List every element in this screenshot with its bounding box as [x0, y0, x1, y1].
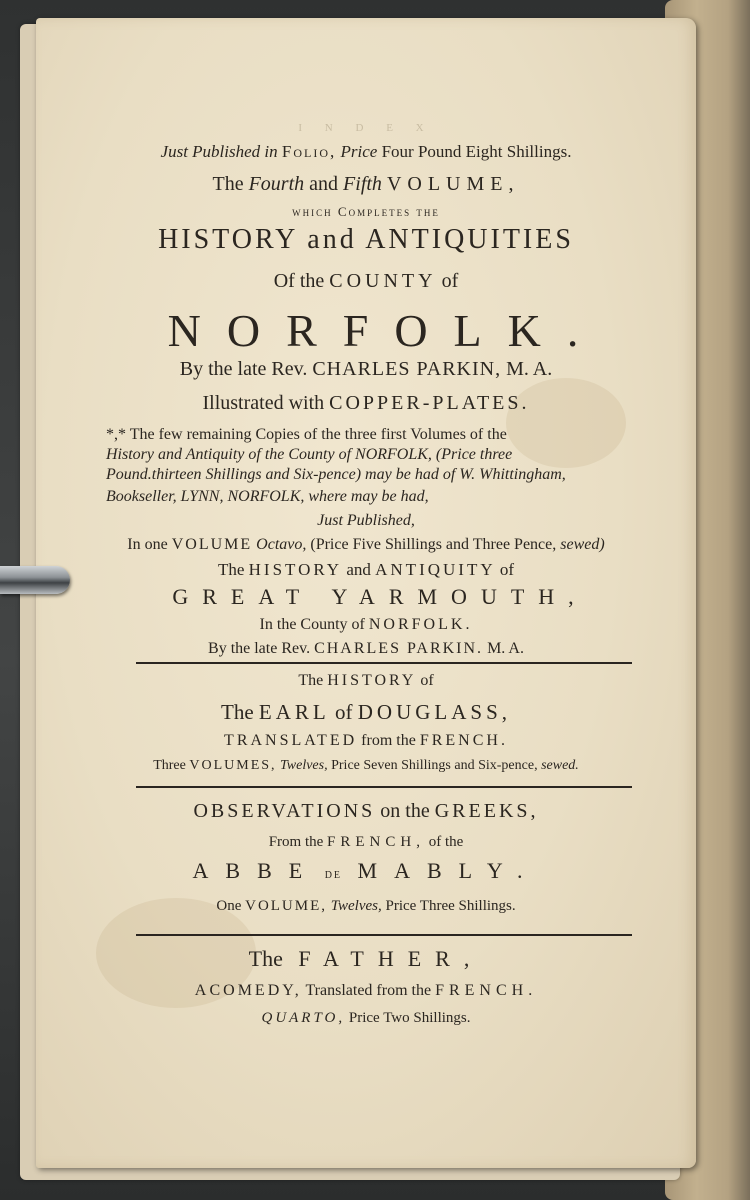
- text-span: FRENCH.: [419, 732, 508, 749]
- ad1-line-illustrated: [36, 392, 696, 415]
- text-span: CHARLES PARKIN,: [312, 358, 502, 380]
- text-span: M. A.: [506, 358, 553, 380]
- text-span: de: [324, 867, 343, 882]
- text-span: A: [194, 982, 206, 999]
- text-span: Price Two Shillings.: [348, 1010, 471, 1026]
- text-span: of: [499, 560, 515, 579]
- text-span: DOUGLASS,: [357, 700, 511, 724]
- text-span: In one: [127, 536, 168, 553]
- ad2-line-volumes: [36, 758, 696, 774]
- text-span: COMEDY,: [209, 982, 302, 999]
- text-span: Illustrated with: [202, 392, 325, 414]
- ad1-note-line: *,* The few remaining Copies of the three first Volumes of the: [106, 426, 507, 443]
- text-span: ABBE: [192, 858, 320, 883]
- ad1-line-county-norfolk: [36, 616, 696, 634]
- text-span: COPPER-PLATES.: [329, 392, 530, 414]
- text-span: VOLUMES,: [189, 758, 277, 773]
- ad1-line-octavo: [36, 536, 696, 554]
- text-span: Price Three Shillings.: [385, 898, 516, 914]
- text-span: HISTORY: [248, 560, 343, 579]
- section-divider: [136, 786, 632, 788]
- text-span: The: [221, 700, 254, 724]
- text-span: FRENCH.: [435, 982, 538, 999]
- ad1-heading-norfolk: NORFOLK.: [167, 305, 605, 356]
- text-span: ANTIQUITY: [375, 560, 496, 579]
- text-span: Translated from the: [305, 982, 432, 999]
- ad3-heading-mably: [36, 858, 696, 884]
- text-span: M. A.: [487, 640, 524, 657]
- text-span: The: [298, 672, 324, 689]
- text-span: Just Published in: [160, 142, 278, 161]
- ad2-line-translated: [36, 732, 696, 750]
- ad1-note-line: Bookseller, LYNN, NORFOLK, where may be had,: [106, 488, 429, 505]
- ad2-line-history: [36, 672, 696, 690]
- text-span: Folio,: [281, 142, 337, 161]
- section-divider: [136, 934, 632, 936]
- text-span: OBSERVATIONS: [193, 800, 376, 822]
- text-span: The: [217, 560, 245, 579]
- ad1-line-volume: [36, 173, 696, 196]
- text-span: In the County of: [259, 616, 365, 633]
- text-span: VOLUME,: [245, 898, 328, 914]
- ad1-line-by-parkin: [36, 640, 696, 658]
- text-span: of: [441, 270, 459, 292]
- text-span: Fifth: [343, 173, 382, 195]
- ad1-line-published: [36, 142, 696, 162]
- book-page: [36, 18, 696, 1168]
- text-span: on the: [380, 800, 430, 822]
- text-span: GREEKS,: [434, 800, 539, 822]
- show-through-text: I N D E X: [298, 122, 434, 134]
- ad3-line-volume: [36, 898, 696, 915]
- ad1-just-published: Just Published,: [317, 512, 415, 529]
- text-span: FRENCH,: [327, 834, 425, 850]
- text-span: from the: [361, 732, 416, 749]
- bookmark-clip: [0, 566, 70, 594]
- ad4-line-comedy: [36, 982, 696, 1000]
- text-span: (Price Five Shillings and Three Pence,: [310, 536, 557, 553]
- text-span: NORFOLK.: [368, 616, 473, 633]
- text-span: Twelves,: [280, 758, 328, 773]
- text-span: One: [216, 898, 242, 914]
- text-span: Four Pound Eight Shillings.: [381, 142, 572, 161]
- text-span: The: [212, 173, 244, 195]
- text-span: By the late Rev.: [208, 640, 311, 657]
- text-span: MABLY.: [357, 858, 540, 883]
- text-span: QUARTO,: [261, 1010, 346, 1026]
- text-span: sewed): [560, 536, 605, 553]
- text-span: and: [346, 560, 371, 579]
- text-span: sewed.: [541, 758, 579, 773]
- ad1-line-completes: which Completes the: [292, 204, 440, 219]
- text-span: HISTORY: [327, 672, 417, 689]
- ad2-heading-douglass: [36, 700, 696, 725]
- section-divider: [136, 662, 632, 664]
- text-span: Price: [340, 142, 378, 161]
- ad4-heading-father: [36, 946, 696, 972]
- ad1-note-line: History and Antiquity of the County of NORFOLK, (Price three: [106, 446, 513, 463]
- text-span: of the: [428, 834, 464, 850]
- ad1-line-author: [36, 358, 696, 381]
- ad1-line-history-antiquity: [36, 560, 696, 580]
- text-span: Of the: [273, 270, 325, 292]
- ad1-heading-history: HISTORY and ANTIQUITIES: [158, 224, 574, 255]
- text-span: of: [420, 672, 434, 689]
- text-span: of: [334, 700, 353, 724]
- text-span: COUNTY: [329, 270, 437, 292]
- text-span: and: [309, 173, 339, 195]
- text-span: Price Seven Shillings and Six-pence,: [331, 758, 538, 773]
- ad4-line-quarto: [36, 1010, 696, 1027]
- text-span: From the: [268, 834, 324, 850]
- ad3-line-from-french: [36, 834, 696, 851]
- text-span: EARL: [258, 700, 330, 724]
- ad3-heading-observations: [36, 800, 696, 823]
- text-span: By the late Rev.: [179, 358, 308, 380]
- ad1-line-county: [36, 270, 696, 293]
- ad1-heading-yarmouth: GREAT YARMOUTH,: [172, 584, 588, 609]
- text-span: Fourth: [248, 173, 305, 195]
- text-span: VOLUME,: [386, 173, 520, 195]
- text-span: VOLUME: [171, 536, 253, 553]
- ad1-note-line: Pound.thirteen Shillings and Six-pence) may be had of W. Whittingham,: [106, 466, 566, 483]
- text-span: The: [248, 946, 283, 971]
- text-span: TRANSLATED: [224, 732, 358, 749]
- text-span: FATHER,: [298, 946, 484, 971]
- text-span: Twelves,: [330, 898, 382, 914]
- text-span: Octavo,: [256, 536, 307, 553]
- text-span: Three: [153, 758, 186, 773]
- text-span: CHARLES PARKIN.: [314, 640, 484, 657]
